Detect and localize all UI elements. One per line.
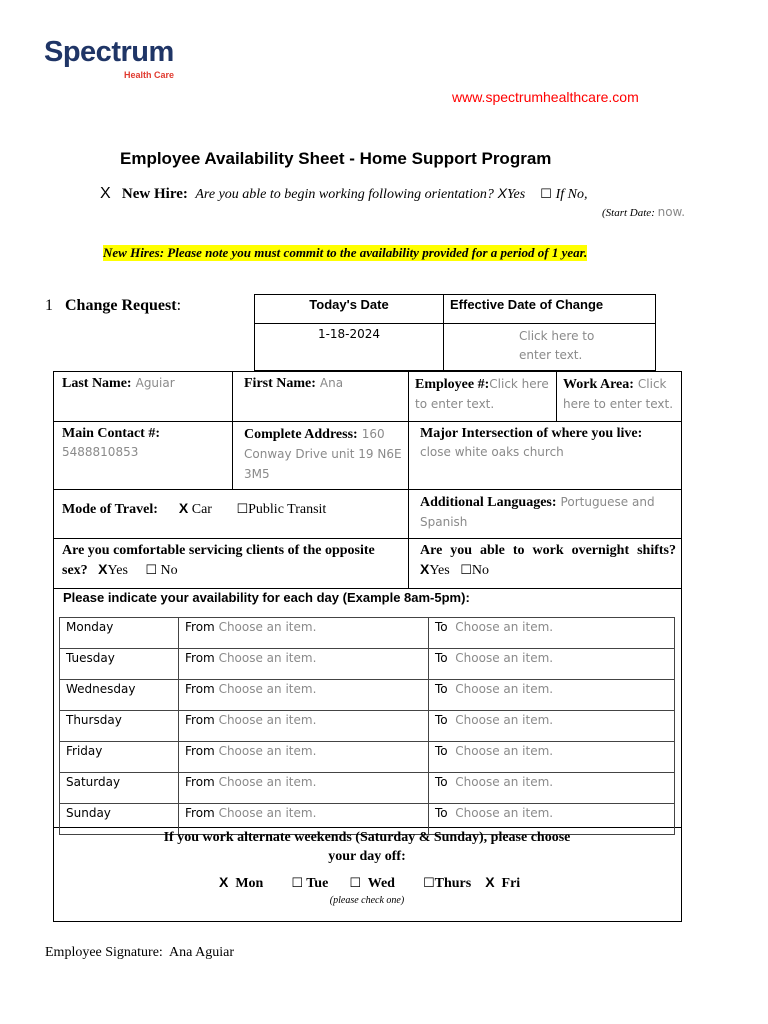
from-placeholder[interactable]: Choose an item. xyxy=(218,775,317,789)
day-off-wed-checkbox[interactable]: ☐ xyxy=(349,876,361,891)
from-select[interactable] xyxy=(179,618,429,649)
row-divider xyxy=(53,588,681,589)
to-placeholder[interactable]: Choose an item. xyxy=(455,775,554,789)
col-divider xyxy=(556,371,557,421)
effective-date-cell xyxy=(444,324,656,371)
to-placeholder[interactable]: Choose an item. xyxy=(455,806,554,820)
logo-subtitle: Health Care xyxy=(124,70,175,80)
mode-of-travel-label: Mode of Travel: xyxy=(62,502,158,517)
car-label: Car xyxy=(191,502,212,517)
day-off-fri-checkbox[interactable]: X xyxy=(485,874,495,890)
day-name: Friday xyxy=(60,742,179,773)
weekend-question-line1: If you work alternate weekends (Saturday & Sunday), please choose xyxy=(163,830,571,845)
start-date xyxy=(602,205,685,219)
day-name: Saturday xyxy=(60,773,179,804)
first-name-label: First Name: xyxy=(244,376,316,391)
to-placeholder[interactable]: Choose an item. xyxy=(455,744,554,758)
languages-field xyxy=(420,492,678,532)
languages-label: Additional Languages: xyxy=(420,495,557,510)
work-area-field xyxy=(563,374,677,414)
col-divider xyxy=(408,371,409,588)
to-label: To xyxy=(435,806,448,820)
to-label: To xyxy=(435,651,448,665)
row-divider xyxy=(53,421,681,422)
to-label: To xyxy=(435,744,448,758)
day-off-fri[interactable] xyxy=(485,876,520,891)
effective-date-value[interactable]: Click here to enter text. xyxy=(519,329,595,362)
website-link[interactable]: www.spectrumhealthcare.com xyxy=(452,89,639,105)
signature-value[interactable]: Ana Aguiar xyxy=(169,945,234,960)
to-select[interactable] xyxy=(429,773,675,804)
to-select[interactable] xyxy=(429,618,675,649)
day-name: Tuesday xyxy=(60,649,179,680)
from-select[interactable] xyxy=(179,711,429,742)
public-transit-checkbox[interactable]: ☐ xyxy=(236,502,249,517)
day-off-mon-checkbox[interactable]: X xyxy=(219,874,229,890)
day-off-wed-label: Wed xyxy=(367,876,395,891)
start-date-label: (Start Date: xyxy=(602,207,655,219)
address-label: Complete Address: xyxy=(244,427,358,442)
to-placeholder[interactable]: Choose an item. xyxy=(455,651,554,665)
car-checkbox[interactable]: X xyxy=(178,500,189,516)
table-row xyxy=(60,680,675,711)
to-label: To xyxy=(435,775,448,789)
to-label: To xyxy=(435,620,448,634)
from-select[interactable] xyxy=(179,742,429,773)
opposite-sex-yes-checkbox[interactable]: X xyxy=(98,561,108,577)
mode-of-travel-field xyxy=(62,500,402,518)
change-request-label xyxy=(45,297,181,315)
table-row xyxy=(60,618,675,649)
employee-signature xyxy=(45,945,234,961)
overnight-field xyxy=(420,541,676,580)
change-request-mark[interactable]: 1 xyxy=(45,297,53,314)
new-hire-notice: New Hires: Please note you must commit to the availability provided for a period of 1 year. xyxy=(103,245,588,260)
day-name: Thursday xyxy=(60,711,179,742)
spectrum-logo: Spectrum xyxy=(44,36,174,68)
change-request-colon: : xyxy=(176,297,182,314)
new-hire-line xyxy=(100,185,587,203)
address-field xyxy=(244,424,404,484)
from-select[interactable] xyxy=(179,680,429,711)
overnight-no-checkbox[interactable]: ☐ xyxy=(460,563,472,578)
row-divider xyxy=(53,489,681,490)
day-name: Monday xyxy=(60,618,179,649)
to-select[interactable] xyxy=(429,680,675,711)
from-placeholder[interactable]: Choose an item. xyxy=(218,806,317,820)
change-request-text: Change Request xyxy=(65,297,177,314)
last-name-label: Last Name: xyxy=(62,376,132,391)
page-title: Employee Availability Sheet - Home Support Program xyxy=(120,149,552,168)
employee-number-field xyxy=(415,374,553,414)
intersection-value[interactable]: close white oaks church xyxy=(420,445,564,459)
to-label: To xyxy=(435,713,448,727)
table-row xyxy=(60,711,675,742)
day-off-thurs[interactable] xyxy=(423,876,471,891)
from-select[interactable] xyxy=(179,649,429,680)
first-name-value[interactable]: Ana xyxy=(319,376,344,390)
from-placeholder[interactable]: Choose an item. xyxy=(218,744,317,758)
day-name: Sunday xyxy=(60,804,179,835)
overnight-no-label: No xyxy=(471,563,489,578)
from-placeholder[interactable]: Choose an item. xyxy=(218,682,317,696)
main-contact-field xyxy=(62,424,227,462)
day-off-thurs-checkbox[interactable]: ☐ xyxy=(422,876,435,891)
col-divider xyxy=(232,371,233,489)
day-off-tue-label: Tue xyxy=(306,876,329,891)
from-label: From xyxy=(185,775,215,789)
work-area-value[interactable]: Click here to enter text. xyxy=(563,377,674,411)
day-off-fri-label: Fri xyxy=(501,876,521,891)
table-row xyxy=(60,742,675,773)
first-name-field xyxy=(244,374,404,392)
new-hire-question: Are you able to begin working following orientation? xyxy=(195,187,494,202)
new-hire-label: New Hire: xyxy=(121,186,188,202)
weekend-question-line2: your day off: xyxy=(328,849,406,864)
intersection-label: Major Intersection of where you live: xyxy=(420,426,643,441)
signature-label: Employee Signature: xyxy=(45,945,163,960)
weekend-question xyxy=(53,828,681,866)
table-row xyxy=(60,773,675,804)
opposite-sex-no-checkbox[interactable]: ☐ xyxy=(145,563,158,578)
public-transit-label: Public Transit xyxy=(248,502,327,517)
day-name: Wednesday xyxy=(60,680,179,711)
from-label: From xyxy=(185,651,215,665)
intersection-field xyxy=(420,424,678,462)
address-value[interactable]: 160 Conway Drive unit 19 N6E 3M5 xyxy=(244,427,402,481)
main-contact-label: Main Contact #: xyxy=(62,426,160,441)
day-off-options xyxy=(219,874,520,892)
effective-date-header-cell xyxy=(444,295,656,324)
to-placeholder[interactable]: Choose an item. xyxy=(455,713,554,727)
new-hire-yes-label: Yes xyxy=(506,187,526,202)
start-date-value[interactable]: now. xyxy=(657,205,686,219)
day-off-tue-checkbox[interactable]: ☐ xyxy=(291,876,303,891)
day-off-thurs-label: Thurs xyxy=(434,876,472,891)
new-hire-yes-mark[interactable]: X xyxy=(497,185,507,201)
to-select[interactable] xyxy=(429,742,675,773)
to-placeholder[interactable]: Choose an item. xyxy=(455,682,554,696)
from-placeholder[interactable]: Choose an item. xyxy=(218,713,317,727)
from-label: From xyxy=(185,744,215,758)
day-off-wed[interactable] xyxy=(349,876,395,891)
from-placeholder[interactable]: Choose an item. xyxy=(218,651,317,665)
if-no-label: If No, xyxy=(555,187,588,202)
day-off-mon-label: Mon xyxy=(235,876,264,891)
from-select[interactable] xyxy=(179,773,429,804)
day-off-tue[interactable] xyxy=(291,876,328,891)
last-name-value[interactable]: Aguiar xyxy=(135,376,175,390)
change-request-table xyxy=(254,294,656,371)
from-label: From xyxy=(185,682,215,696)
if-no-checkbox[interactable]: ☐ xyxy=(540,187,552,202)
opposite-sex-no-label: No xyxy=(160,563,178,578)
check-one-note: (please check one) xyxy=(329,895,405,906)
overnight-question: Are you able to work overnight shifts? xyxy=(420,543,676,558)
work-area-label: Work Area: xyxy=(563,377,634,392)
todays-date-header: Today's Date xyxy=(309,297,389,312)
to-select[interactable] xyxy=(429,649,675,680)
from-label: From xyxy=(185,620,215,634)
day-off-mon[interactable] xyxy=(219,876,263,891)
opposite-sex-yes-label: Yes xyxy=(107,563,128,578)
from-label: From xyxy=(185,806,215,820)
to-select[interactable] xyxy=(429,711,675,742)
from-label: From xyxy=(185,713,215,727)
opposite-sex-field xyxy=(62,541,402,580)
languages-value[interactable]: Portuguese and Spanish xyxy=(420,495,655,529)
from-placeholder[interactable]: Choose an item. xyxy=(218,620,317,634)
availability-table xyxy=(59,617,675,835)
overnight-yes-checkbox[interactable]: X xyxy=(420,561,430,577)
table-row xyxy=(60,649,675,680)
main-contact-value[interactable]: 5488810853 xyxy=(62,445,139,459)
overnight-yes-label: Yes xyxy=(429,563,450,578)
to-label: To xyxy=(435,682,448,696)
employee-number-label: Employee #: xyxy=(415,377,490,392)
to-placeholder[interactable]: Choose an item. xyxy=(455,620,554,634)
availability-heading: Please indicate your availability for each day (Example 8am-5pm): xyxy=(63,590,470,605)
row-divider xyxy=(53,538,681,539)
opposite-sex-question: Are you comfortable servicing clients of the opposite sex? xyxy=(62,543,375,578)
effective-date-header: Effective Date of Change xyxy=(450,297,604,312)
todays-date-header-cell xyxy=(255,295,444,324)
todays-date-value[interactable]: 1-18-2024 xyxy=(317,327,381,341)
new-hire-mark[interactable]: X xyxy=(100,185,111,202)
last-name-field xyxy=(62,374,227,392)
employee-number-value[interactable]: Click here to enter text. xyxy=(415,377,549,411)
todays-date-cell xyxy=(255,324,444,371)
